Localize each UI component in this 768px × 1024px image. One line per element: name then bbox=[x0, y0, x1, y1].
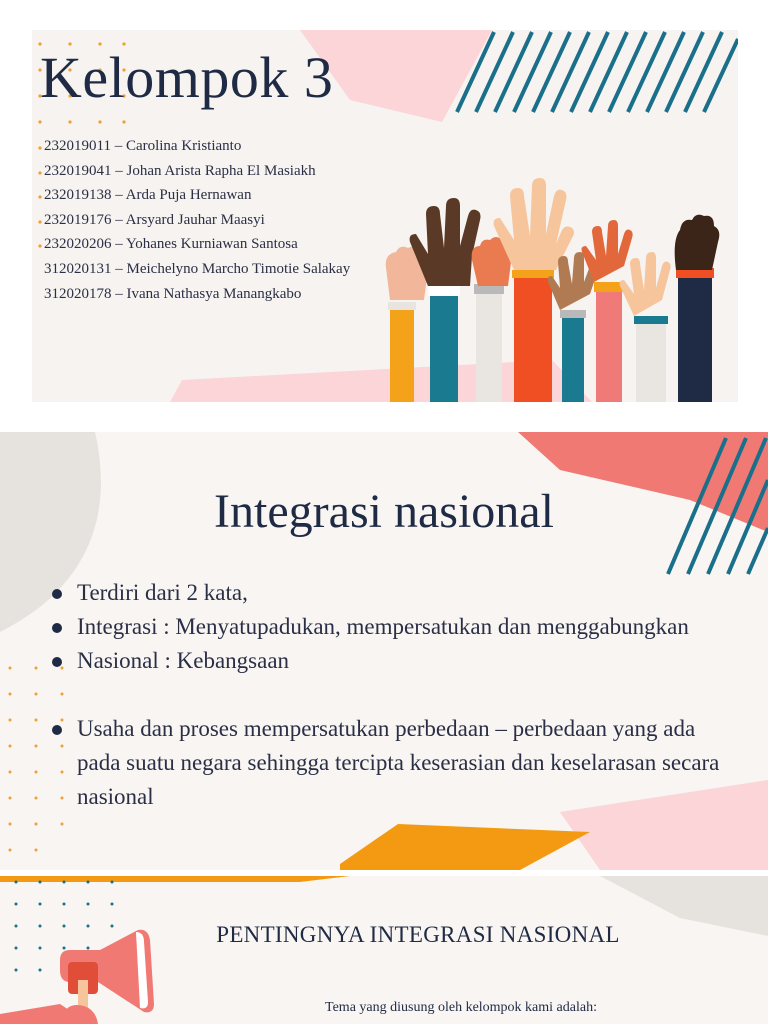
slide-pentingnya bbox=[0, 876, 768, 1024]
slide-kelompok bbox=[32, 30, 738, 402]
bullet-item: Nasional : Kebangsaan bbox=[52, 644, 732, 678]
slide3-title: PENTINGNYA INTEGRASI NASIONAL bbox=[216, 922, 620, 947]
bullet-item: Integrasi : Menyatupadukan, mempersatukan dan menggabungkan bbox=[52, 610, 732, 644]
member-item: 232019138 – Arda Puja Hernawan bbox=[44, 187, 252, 204]
slide3-subtitle: Tema yang diusung oleh kelompok kami adalah: bbox=[325, 1000, 597, 1015]
teal-stripes bbox=[457, 32, 738, 112]
slide2-title: Integrasi nasional bbox=[214, 485, 554, 538]
raised-hands-illustration bbox=[382, 176, 722, 402]
member-item: 232019041 – Johan Arista Rapha El Masiakh bbox=[44, 162, 316, 179]
member-list bbox=[44, 134, 350, 306]
member-item: 312020131 – Meichelyno Marcho Timotie Salakay bbox=[44, 260, 351, 277]
bullet-item: Terdiri dari 2 kata, bbox=[52, 576, 732, 610]
orange-shape bbox=[0, 876, 350, 882]
orange-shape bbox=[340, 824, 590, 870]
slide1-title: Kelompok 3 bbox=[40, 45, 334, 110]
slide-integrasi-nasional bbox=[0, 432, 768, 870]
bullet-item: Usaha dan proses mempersatukan perbedaan – perbedaan yang ada pada suatu negara sehingga tercipta keserasian dan keselarasan secara nasional bbox=[52, 712, 732, 814]
member-item: 312020178 – Ivana Nathasya Manangkabo bbox=[44, 285, 302, 302]
member-item: 232019176 – Arsyard Jauhar Maasyi bbox=[44, 211, 265, 228]
member-item: 232020206 – Yohanes Kurniawan Santosa bbox=[44, 236, 298, 253]
member-item: 232019011 – Carolina Kristianto bbox=[44, 138, 242, 154]
bullet-list bbox=[52, 576, 732, 814]
